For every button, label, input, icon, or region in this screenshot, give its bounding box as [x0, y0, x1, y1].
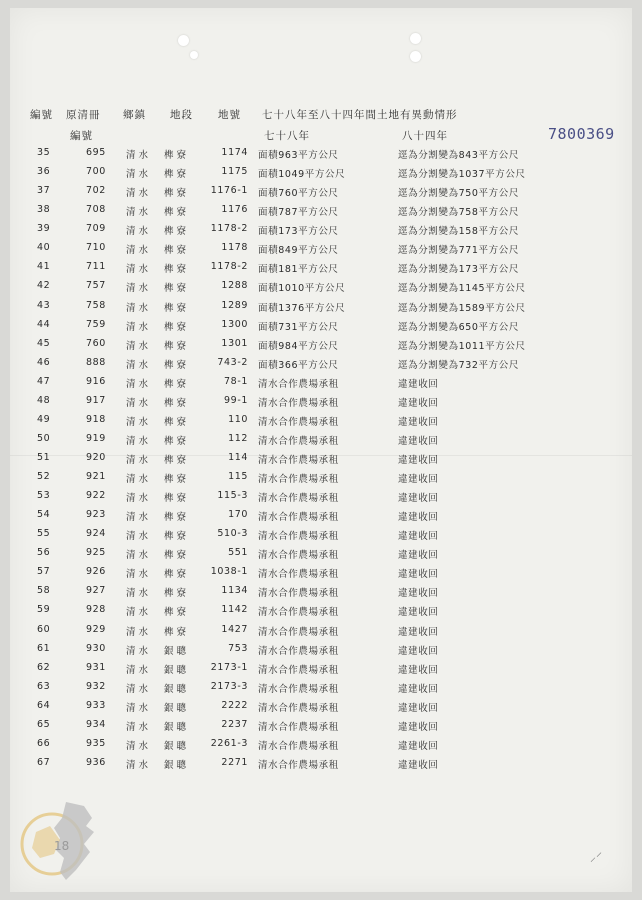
township: 清水 [126, 664, 152, 676]
lot-number: 1178-2 [210, 261, 248, 273]
register-number: 702 [86, 185, 106, 197]
row-number: 42 [37, 280, 51, 292]
lot-number: 1288 [221, 280, 248, 292]
register-number: 758 [86, 299, 106, 311]
table-row [0, 564, 640, 583]
township: 清水 [126, 283, 152, 295]
land-section: 榫寮 [164, 569, 190, 581]
register-number: 922 [86, 490, 106, 502]
register-number: 757 [86, 280, 106, 292]
register-number: 695 [86, 147, 106, 158]
row-number: 35 [37, 147, 51, 158]
lot-number: 1176 [221, 204, 248, 216]
punch-hole-left-small [190, 51, 198, 59]
status-1978: 面積787平方公尺 [258, 207, 339, 219]
register-number: 711 [86, 261, 106, 273]
land-section: 銀聰 [164, 664, 190, 676]
register-number: 700 [86, 166, 106, 178]
row-number: 56 [37, 547, 51, 559]
register-number: 921 [86, 471, 106, 482]
land-section: 榫寮 [164, 397, 190, 409]
subheader-year84: 八十四年 [402, 130, 448, 142]
township: 清水 [126, 569, 152, 581]
lot-number: 2173-3 [210, 680, 248, 692]
land-section: 榫寮 [164, 226, 190, 238]
township: 清水 [126, 550, 152, 562]
table-row [0, 545, 640, 564]
status-1978: 清水合作農場承租 [258, 607, 339, 619]
table-row [0, 602, 640, 621]
table-row [0, 145, 640, 164]
township: 清水 [126, 416, 152, 428]
township: 清水 [126, 531, 152, 543]
land-section: 榫寮 [164, 493, 190, 505]
township: 清水 [126, 359, 152, 371]
lot-number: 170 [228, 509, 248, 521]
col-header-town: 鄉鎮 [123, 109, 146, 121]
status-1984: 逕為分割變為158平方公尺 [398, 226, 519, 238]
lot-number: 1174 [221, 147, 248, 158]
township: 清水 [126, 626, 152, 638]
document-number-stamp: 7800369 [548, 125, 615, 143]
status-1984: 逕為分割變為1037平方公尺 [398, 169, 526, 181]
township: 清水 [126, 607, 152, 619]
land-section: 銀聰 [164, 759, 190, 771]
register-number: 936 [86, 756, 106, 768]
land-section: 榫寮 [164, 378, 190, 390]
row-number: 58 [37, 585, 51, 597]
status-1978: 清水合作農場承租 [258, 435, 339, 447]
table-row [0, 317, 640, 336]
table-row [0, 526, 640, 545]
land-section: 榫寮 [164, 245, 190, 257]
township: 清水 [126, 226, 152, 238]
row-number: 59 [37, 604, 51, 616]
township: 清水 [126, 455, 152, 466]
township: 清水 [126, 169, 152, 181]
lot-number: 2237 [221, 718, 248, 730]
status-1978: 清水合作農場承租 [258, 683, 339, 695]
land-section: 榫寮 [164, 207, 190, 219]
status-1978: 面積1376平方公尺 [258, 302, 346, 314]
row-number: 63 [37, 680, 51, 692]
status-1978: 清水合作農場承租 [258, 550, 339, 562]
status-1978: 清水合作農場承租 [258, 664, 339, 676]
status-1984: 違建收回 [398, 416, 439, 428]
punch-hole-left [178, 35, 189, 46]
register-number: 926 [86, 566, 106, 578]
township: 清水 [126, 759, 152, 771]
lot-number: 2173-1 [210, 661, 248, 673]
township: 清水 [126, 207, 152, 219]
table-row [0, 278, 640, 297]
register-number: 930 [86, 642, 106, 654]
township: 清水 [126, 683, 152, 695]
township: 清水 [126, 435, 152, 447]
status-1984: 逕為分割變為1145平方公尺 [398, 283, 526, 295]
status-1978: 清水合作農場承租 [258, 512, 339, 524]
status-1984: 違建收回 [398, 435, 439, 447]
status-1984: 違建收回 [398, 607, 439, 619]
status-1978: 面積1010平方公尺 [258, 283, 346, 295]
status-1984: 違建收回 [398, 588, 439, 600]
table-row [0, 641, 640, 660]
land-section: 榫寮 [164, 283, 190, 295]
row-number: 55 [37, 528, 51, 540]
table-row [0, 164, 640, 183]
row-number: 49 [37, 413, 51, 425]
lot-number: 99-1 [224, 394, 248, 406]
register-number: 918 [86, 413, 106, 425]
status-1984: 逕為分割變為1589平方公尺 [398, 302, 526, 314]
lot-number: 1142 [221, 604, 248, 616]
township: 清水 [126, 397, 152, 409]
subheader-year78: 七十八年 [264, 130, 310, 142]
table-row [0, 393, 640, 412]
table-row [0, 507, 640, 526]
status-1984: 違建收回 [398, 512, 439, 524]
table-row [0, 679, 640, 698]
col-header-lot: 地號 [218, 109, 241, 121]
township: 清水 [126, 645, 152, 657]
col-header-section: 地段 [170, 109, 193, 121]
row-number: 54 [37, 509, 51, 521]
register-number: 935 [86, 737, 106, 749]
register-number: 916 [86, 375, 106, 387]
township: 清水 [126, 340, 152, 352]
land-section: 銀聰 [164, 740, 190, 752]
status-1984: 違建收回 [398, 550, 439, 562]
status-1984: 違建收回 [398, 759, 439, 771]
status-1984: 違建收回 [398, 683, 439, 695]
land-section: 榫寮 [164, 264, 190, 276]
lot-number: 753 [228, 642, 248, 654]
table-row [0, 583, 640, 602]
row-number: 48 [37, 394, 51, 406]
row-number: 37 [37, 185, 51, 197]
status-1984: 違建收回 [398, 740, 439, 752]
status-1984: 違建收回 [398, 378, 439, 390]
row-number: 38 [37, 204, 51, 216]
land-section: 榫寮 [164, 588, 190, 600]
township: 清水 [126, 378, 152, 390]
row-number: 50 [37, 432, 51, 444]
table-row [0, 755, 640, 774]
lot-number: 551 [228, 547, 248, 559]
status-1978: 清水合作農場承租 [258, 474, 339, 485]
land-section: 銀聰 [164, 721, 190, 733]
township: 清水 [126, 188, 152, 200]
township: 清水 [126, 302, 152, 314]
status-1984: 違建收回 [398, 664, 439, 676]
register-number: 917 [86, 394, 106, 406]
status-1984: 違建收回 [398, 474, 439, 485]
status-1978: 清水合作農場承租 [258, 702, 339, 714]
lot-number: 1134 [221, 585, 248, 597]
land-section: 榫寮 [164, 531, 190, 543]
table-row [0, 374, 640, 393]
land-section: 榫寮 [164, 188, 190, 200]
land-section: 銀聰 [164, 645, 190, 657]
lot-number: 510-3 [217, 528, 248, 540]
lot-number: 114 [228, 452, 248, 463]
register-number: 928 [86, 604, 106, 616]
status-1984: 逕為分割變為771平方公尺 [398, 245, 519, 257]
register-number: 934 [86, 718, 106, 730]
land-section: 榫寮 [164, 302, 190, 314]
lot-number: 1178 [221, 242, 248, 254]
row-number: 36 [37, 166, 51, 178]
status-1984: 逕為分割變為732平方公尺 [398, 359, 519, 371]
township: 清水 [126, 245, 152, 257]
register-number: 710 [86, 242, 106, 254]
lot-number: 2271 [221, 756, 248, 768]
table-row [0, 355, 640, 374]
status-1978: 面積173平方公尺 [258, 226, 339, 238]
row-number: 46 [37, 356, 51, 368]
archive-logo-stamp [14, 792, 114, 887]
register-number: 759 [86, 318, 106, 330]
lot-number: 743-2 [217, 356, 248, 368]
register-number: 919 [86, 432, 106, 444]
table-row [0, 717, 640, 736]
table-row [0, 336, 640, 355]
row-number: 51 [37, 452, 51, 463]
status-1978: 清水合作農場承租 [258, 759, 339, 771]
status-1978: 面積181平方公尺 [258, 264, 339, 276]
register-number: 927 [86, 585, 106, 597]
status-1984: 違建收回 [398, 493, 439, 505]
status-1978: 面積1049平方公尺 [258, 169, 346, 181]
lot-number: 1178-2 [210, 223, 248, 235]
row-number: 65 [37, 718, 51, 730]
land-section: 榫寮 [164, 150, 190, 161]
row-number: 67 [37, 756, 51, 768]
register-number: 888 [86, 356, 106, 368]
table-row [0, 202, 640, 221]
township: 清水 [126, 474, 152, 485]
township: 清水 [126, 493, 152, 505]
land-section: 榫寮 [164, 626, 190, 638]
status-1978: 清水合作農場承租 [258, 626, 339, 638]
row-number: 53 [37, 490, 51, 502]
status-1978: 清水合作農場承租 [258, 740, 339, 752]
status-1984: 違建收回 [398, 569, 439, 581]
status-1984: 違建收回 [398, 721, 439, 733]
lot-number: 2222 [221, 699, 248, 711]
row-number: 47 [37, 375, 51, 387]
table-row [0, 488, 640, 507]
row-number: 43 [37, 299, 51, 311]
status-1984: 違建收回 [398, 455, 439, 466]
register-number: 932 [86, 680, 106, 692]
table-row [0, 469, 640, 488]
township: 清水 [126, 721, 152, 733]
status-1978: 清水合作農場承租 [258, 721, 339, 733]
svg-text:18: 18 [54, 839, 70, 853]
status-1978: 清水合作農場承租 [258, 531, 339, 543]
register-number: 760 [86, 337, 106, 349]
township: 清水 [126, 702, 152, 714]
lot-number: 78-1 [224, 375, 248, 387]
lot-number: 1289 [221, 299, 248, 311]
status-1978: 面積849平方公尺 [258, 245, 339, 257]
lot-number: 1038-1 [210, 566, 248, 578]
township: 清水 [126, 150, 152, 161]
lot-number: 1300 [221, 318, 248, 330]
punch-hole-right-bottom [410, 51, 421, 62]
land-section: 榫寮 [164, 416, 190, 428]
subheader-reg-no: 編號 [70, 130, 93, 142]
row-number: 66 [37, 737, 51, 749]
table-row [0, 622, 640, 641]
land-section: 榫寮 [164, 169, 190, 181]
status-1984: 逕為分割變為750平方公尺 [398, 188, 519, 200]
status-1984: 逕為分割變為650平方公尺 [398, 321, 519, 333]
status-1978: 面積984平方公尺 [258, 340, 339, 352]
land-section: 榫寮 [164, 435, 190, 447]
status-1984: 逕為分割變為758平方公尺 [398, 207, 519, 219]
status-1978: 清水合作農場承租 [258, 397, 339, 409]
table-row [0, 450, 640, 469]
register-number: 923 [86, 509, 106, 521]
row-number: 41 [37, 261, 51, 273]
register-number: 709 [86, 223, 106, 235]
land-section: 銀聰 [164, 702, 190, 714]
land-section: 銀聰 [164, 683, 190, 695]
status-1978: 面積760平方公尺 [258, 188, 339, 200]
table-row [0, 298, 640, 317]
col-header-register: 原清冊 [66, 109, 101, 121]
register-number: 708 [86, 204, 106, 216]
register-number: 924 [86, 528, 106, 540]
status-1978: 清水合作農場承租 [258, 455, 339, 466]
status-1984: 逕為分割變為1011平方公尺 [398, 340, 526, 352]
status-1978: 清水合作農場承租 [258, 378, 339, 390]
township: 清水 [126, 740, 152, 752]
row-number: 64 [37, 699, 51, 711]
table-row [0, 698, 640, 717]
table-row [0, 183, 640, 202]
status-1984: 違建收回 [398, 626, 439, 638]
lot-number: 1301 [221, 337, 248, 349]
table-row [0, 736, 640, 755]
lot-number: 115 [228, 471, 248, 482]
lot-number: 110 [228, 413, 248, 425]
row-number: 52 [37, 471, 51, 482]
punch-hole-right-top [410, 33, 421, 44]
table-row [0, 240, 640, 259]
table-row [0, 660, 640, 679]
status-1978: 面積366平方公尺 [258, 359, 339, 371]
lot-number: 2261-3 [210, 737, 248, 749]
register-number: 933 [86, 699, 106, 711]
status-1978: 清水合作農場承租 [258, 416, 339, 428]
status-1978: 面積731平方公尺 [258, 321, 339, 333]
col-header-title: 七十八年至八十四年間土地有異動情形 [262, 109, 458, 121]
table-row [0, 412, 640, 431]
row-number: 62 [37, 661, 51, 673]
land-section: 榫寮 [164, 455, 190, 466]
table-row [0, 431, 640, 450]
lot-number: 115-3 [217, 490, 248, 502]
row-number: 61 [37, 642, 51, 654]
township: 清水 [126, 512, 152, 524]
register-number: 920 [86, 452, 106, 463]
lot-number: 112 [228, 432, 248, 444]
corner-mark: ⸝⸍ [590, 850, 603, 864]
land-section: 榫寮 [164, 512, 190, 524]
register-number: 931 [86, 661, 106, 673]
status-1978: 清水合作農場承租 [258, 588, 339, 600]
status-1978: 清水合作農場承租 [258, 493, 339, 505]
row-number: 40 [37, 242, 51, 254]
land-section: 榫寮 [164, 474, 190, 485]
lot-number: 1176-1 [210, 185, 248, 197]
row-number: 57 [37, 566, 51, 578]
lot-number: 1175 [221, 166, 248, 178]
table-row [0, 259, 640, 278]
register-number: 929 [86, 623, 106, 635]
row-number: 45 [37, 337, 51, 349]
status-1984: 逕為分割變為843平方公尺 [398, 150, 519, 161]
table-row [0, 221, 640, 240]
status-1984: 違建收回 [398, 531, 439, 543]
status-1984: 違建收回 [398, 397, 439, 409]
land-section: 榫寮 [164, 550, 190, 562]
register-number: 925 [86, 547, 106, 559]
status-1984: 違建收回 [398, 702, 439, 714]
township: 清水 [126, 264, 152, 276]
township: 清水 [126, 321, 152, 333]
row-number: 44 [37, 318, 51, 330]
status-1984: 違建收回 [398, 645, 439, 657]
land-section: 榫寮 [164, 359, 190, 371]
status-1984: 逕為分割變為173平方公尺 [398, 264, 519, 276]
land-section: 榫寮 [164, 321, 190, 333]
row-number: 60 [37, 623, 51, 635]
status-1978: 面積963平方公尺 [258, 150, 339, 161]
land-section: 榫寮 [164, 340, 190, 352]
status-1978: 清水合作農場承租 [258, 645, 339, 657]
col-header-no: 編號 [30, 109, 53, 121]
land-section: 榫寮 [164, 607, 190, 619]
row-number: 39 [37, 223, 51, 235]
lot-number: 1427 [221, 623, 248, 635]
status-1978: 清水合作農場承租 [258, 569, 339, 581]
township: 清水 [126, 588, 152, 600]
